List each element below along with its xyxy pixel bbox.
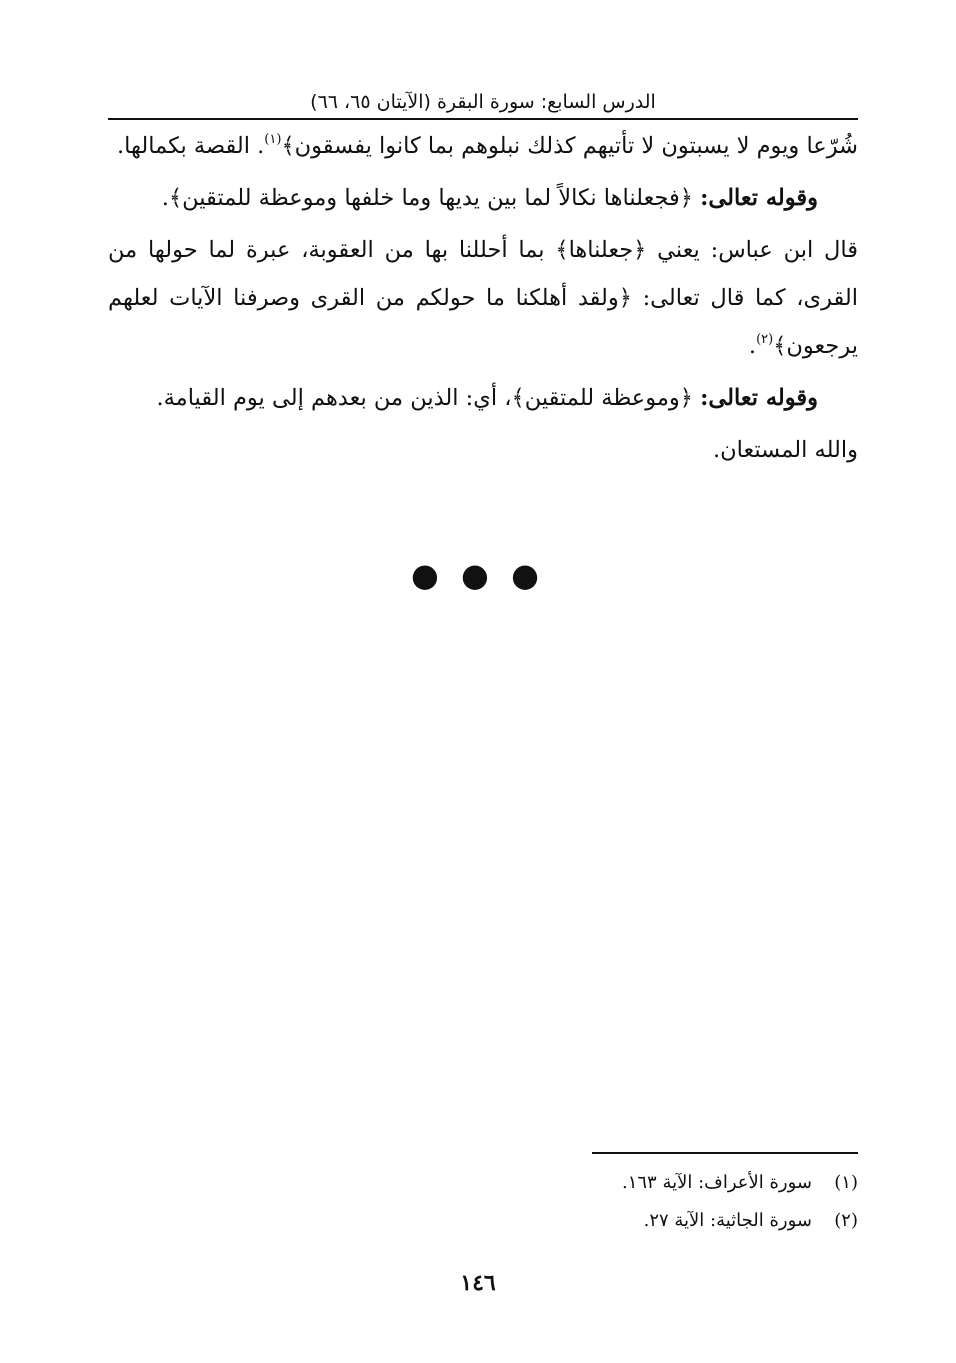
paragraph-2-text: ﴿فجعلناها نكالاً لما بين يديها وما خلفها وموعظة للمتقين﴾.: [161, 185, 701, 211]
footnote-2: [108, 1202, 858, 1240]
footnote-ref-2[interactable]: (٢): [756, 332, 774, 347]
paragraph-3: [108, 226, 858, 370]
section-separator-dots: ● ● ●: [410, 556, 546, 594]
footnotes: [108, 1164, 858, 1240]
footnote-1: [108, 1164, 858, 1202]
running-header: الدرس السابع: سورة البقرة (الآيتان ٦٥، ٦٦): [108, 88, 858, 120]
paragraph-4-text: ﴿وموعظة للمتقين﴾، أي: الذين من بعدهم إلى يوم القيامة.: [156, 385, 701, 411]
footnote-1-text: سورة الأعراف: الآية ١٦٣.: [621, 1172, 812, 1193]
paragraph-2: [108, 174, 858, 222]
main-text: [108, 122, 858, 478]
paragraph-5-text: والله المستعان.: [713, 437, 858, 463]
paragraph-3-tail: .: [748, 333, 757, 359]
paragraph-4: [108, 374, 858, 422]
paragraph-3-text: قال ابن عباس: يعني ﴿جعلناها﴾ بما أحللنا بها من العقوبة، عبرة لما حولها من القرى، كما قال تعالى: ﴿ولقد أهلكنا ما حولكم من القرى وصرفنا الآيات لعلهم يرجعون﴾: [108, 237, 858, 359]
footnote-ref-1[interactable]: (١): [264, 132, 282, 147]
page-number: ١٤٦: [460, 1270, 496, 1296]
footnote-1-number: (١): [834, 1172, 858, 1193]
verse-continuation: شُرّعا ويوم لا يسبتون لا تأتيهم كذلك نبلوهم بما كانوا يفسقون﴾: [281, 133, 858, 159]
paragraph-2-lead: وقوله تعالى:: [700, 185, 818, 211]
footnote-2-number: (٢): [834, 1210, 858, 1231]
paragraph-1-tail: . القصة بكمالها.: [116, 133, 265, 159]
paragraph-5: [108, 426, 858, 474]
footnote-2-text: سورة الجاثية: الآية ٢٧.: [643, 1210, 812, 1231]
footnote-divider: [592, 1152, 858, 1154]
paragraph-1: [108, 122, 858, 170]
paragraph-4-lead: وقوله تعالى:: [700, 385, 818, 411]
